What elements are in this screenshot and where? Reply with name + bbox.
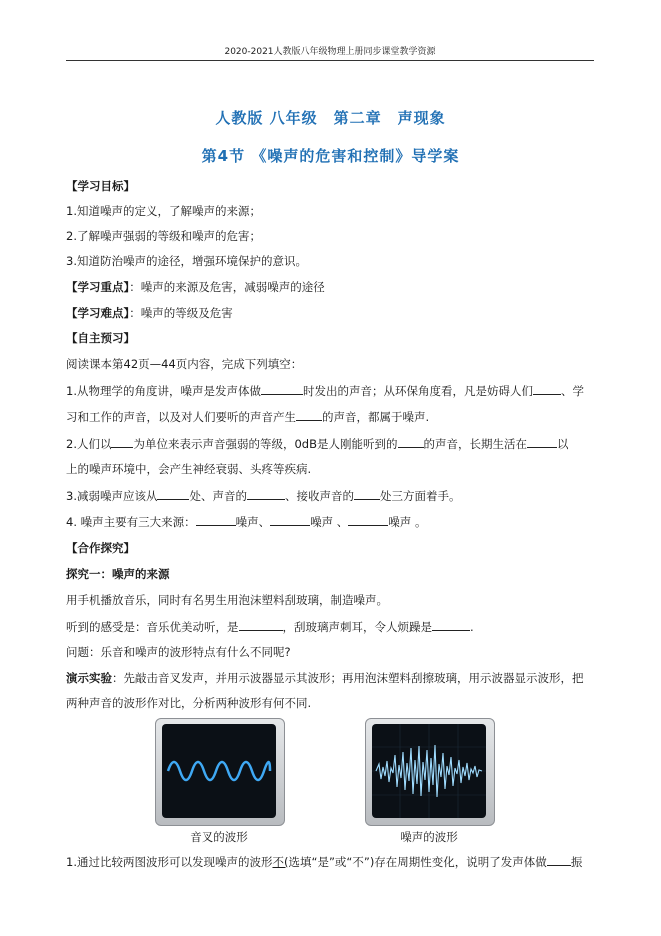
key-points-text: ：噪声的来源及危害，减弱噪声的途径: [129, 280, 325, 294]
objective-item: 3.知道防治噪声的途径，增强环境保护的意识。: [66, 254, 307, 268]
header-rule: [66, 60, 594, 61]
oscilloscope-screen: [372, 724, 486, 818]
explore-question: 问题：乐音和噪声的波形特点有什么不同呢?: [66, 645, 291, 659]
question-4: [66, 513, 596, 530]
question-3: [66, 487, 596, 504]
question-2-line1: [66, 435, 596, 452]
tuning-fork-oscilloscope: [155, 718, 285, 826]
objective-item: 2.了解噪声强弱的等级和噪声的危害；: [66, 229, 261, 243]
final-q-answer: 不(: [272, 855, 289, 869]
final-question: [66, 853, 596, 870]
q3-text: 3.减弱噪声应该从: [66, 489, 158, 503]
tuning-fork-caption: 音叉的波形: [190, 830, 248, 844]
explore-heading: 【合作探究】: [66, 541, 135, 555]
objectives-heading: 【学习目标】: [66, 179, 135, 193]
sine-wave: [168, 762, 270, 780]
final-q-text: 1.通过比较两图波形可以发现噪声的波形: [66, 855, 273, 869]
q4-text: 4. 噪声主要有三大来源：: [66, 515, 196, 529]
doc-subtitle: 第4节 《噪声的危害和控制》导学案: [201, 147, 460, 165]
fill-blank[interactable]: [354, 487, 380, 500]
fill-blank[interactable]: [348, 513, 388, 526]
explore-subheading: 探究一：噪声的来源: [66, 567, 170, 581]
difficulty-text: ：噪声的等级及危害: [129, 306, 233, 320]
demo-line2: 两种声音的波形作对比，分析两种波形有何不同.: [66, 696, 312, 710]
fill-blank[interactable]: [398, 435, 424, 448]
fill-blank[interactable]: [527, 435, 557, 448]
question-1-line1: [66, 382, 596, 399]
fill-blank[interactable]: [296, 408, 322, 421]
difficulty-label: 【学习难点】: [66, 306, 130, 320]
fill-blank[interactable]: [196, 513, 236, 526]
p2-text: ，刮玻璃声刺耳，令人烦躁是: [282, 620, 432, 634]
demo-line1: [66, 670, 596, 686]
fill-blank[interactable]: [261, 382, 303, 395]
q2-text: 为单位来表示声音强弱的等级，0dB是人刚能听到的: [133, 437, 398, 451]
difficulty: [66, 305, 596, 321]
fill-blank[interactable]: [247, 487, 285, 500]
fill-blank[interactable]: [111, 435, 133, 448]
key-points: [66, 279, 596, 295]
sine-waveform-icon: [162, 724, 276, 818]
noise-oscilloscope: [365, 718, 495, 826]
q1-text: 1.从物理学的角度讲，噪声是发声体做: [66, 384, 261, 398]
q1-text: 习和工作的声音，以及对人们要听的声音产生: [66, 410, 296, 424]
q2-text: 的声音，长期生活在: [423, 437, 527, 451]
final-q-text: 选填“是”或“不”)存在周期性变化，说明了发声体做: [288, 855, 547, 869]
q4-text: 噪声 。: [388, 515, 427, 529]
key-points-label: 【学习重点】: [66, 280, 130, 294]
explore-paragraph: 用手机播放音乐，同时有名男生用泡沫塑料刮玻璃，制造噪声。: [66, 593, 388, 607]
noise-caption: 噪声的波形: [400, 830, 458, 844]
noise-waveform-icon: [372, 724, 486, 818]
fill-blank[interactable]: [270, 513, 310, 526]
scope-grid: [372, 724, 486, 818]
doc-title: 人教版 八年级 第二章 声现象: [215, 109, 446, 127]
oscilloscope-screen: [162, 724, 276, 818]
preview-intro: 阅读课本第42页—44页内容，完成下列填空：: [66, 357, 303, 371]
q2-text: 以: [557, 437, 569, 451]
demo-label: 演示实验: [66, 671, 112, 685]
preview-heading: 【自主预习】: [66, 331, 135, 345]
q4-text: 噪声、: [235, 515, 271, 529]
q1-text: 的声音，都属于噪声.: [322, 410, 430, 424]
p2-text: .: [470, 620, 474, 634]
q1-text: 时发出的声音；从环保角度看，凡是妨碍人们: [302, 384, 533, 398]
explore-feeling: [66, 618, 596, 635]
demo-text: ：先敲击音叉发声，并用示波器显示其波形；再用泡沫塑料刮擦玻璃，用示波器显示波形，把: [112, 671, 584, 685]
q3-text: 处三方面着手。: [379, 489, 461, 503]
fill-blank[interactable]: [157, 487, 189, 500]
q1-text: 、学: [560, 384, 584, 398]
question-1-line2: [66, 408, 596, 425]
q3-text: 、接收声音的: [284, 489, 354, 503]
fill-blank[interactable]: [432, 618, 470, 631]
question-2-line2: 上的噪声环境中，会产生神经衰弱、头疼等疾病.: [66, 462, 312, 476]
p2-text: 听到的感受是：音乐优美动听，是: [66, 620, 239, 634]
objective-item: 1.知道噪声的定义，了解噪声的来源；: [66, 204, 261, 218]
q2-text: 2.人们以: [66, 437, 112, 451]
page-header: 2020-2021人教版八年级物理上册同步课堂教学资源: [224, 47, 436, 57]
q3-text: 处、声音的: [189, 489, 247, 503]
q4-text: 噪声 、: [310, 515, 349, 529]
fill-blank[interactable]: [239, 618, 283, 631]
fill-blank[interactable]: [533, 382, 561, 395]
final-q-text: 振: [570, 855, 583, 869]
fill-blank[interactable]: [547, 853, 571, 866]
